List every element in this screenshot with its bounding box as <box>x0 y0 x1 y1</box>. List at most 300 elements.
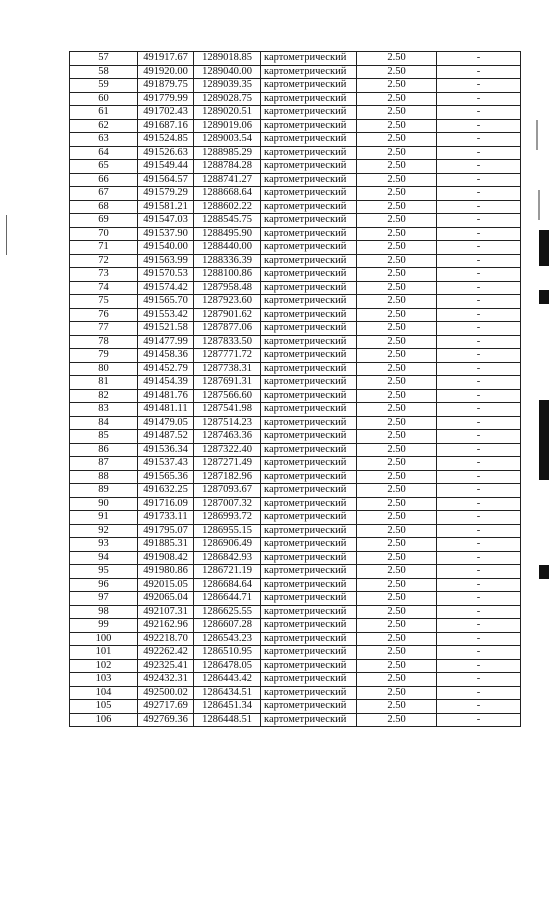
cell-coord-x: 491487.52 <box>138 430 194 444</box>
table-row <box>70 497 521 511</box>
cell-coord-x: 491564.57 <box>138 173 194 187</box>
cell-coord-y: 1288495.90 <box>194 227 261 241</box>
cell-method: картометрический <box>261 254 357 268</box>
cell-description: - <box>437 524 521 538</box>
cell-accuracy: 2.50 <box>357 524 437 538</box>
cell-description: - <box>437 551 521 565</box>
cell-description: - <box>437 173 521 187</box>
cell-coord-x: 491452.79 <box>138 362 194 376</box>
cell-method: картометрический <box>261 700 357 714</box>
table-row <box>70 713 521 727</box>
cell-accuracy: 2.50 <box>357 79 437 93</box>
cell-row-index: 77 <box>70 322 138 336</box>
coordinates-table-body <box>70 52 521 727</box>
cell-method: картометрический <box>261 322 357 336</box>
cell-coord-x: 491702.43 <box>138 106 194 120</box>
cell-row-index: 82 <box>70 389 138 403</box>
cell-coord-x: 491885.31 <box>138 538 194 552</box>
cell-description: - <box>437 713 521 727</box>
cell-coord-x: 491549.44 <box>138 160 194 174</box>
cell-method: картометрический <box>261 160 357 174</box>
cell-description: - <box>437 646 521 660</box>
cell-row-index: 70 <box>70 227 138 241</box>
table-row <box>70 268 521 282</box>
cell-row-index: 85 <box>70 430 138 444</box>
cell-method: картометрический <box>261 416 357 430</box>
cell-description: - <box>437 308 521 322</box>
cell-description: - <box>437 227 521 241</box>
cell-coord-y: 1286684.64 <box>194 578 261 592</box>
cell-accuracy: 2.50 <box>357 349 437 363</box>
cell-coord-y: 1287541.98 <box>194 403 261 417</box>
cell-description: - <box>437 497 521 511</box>
cell-row-index: 81 <box>70 376 138 390</box>
cell-description: - <box>437 295 521 309</box>
cell-coord-x: 491526.63 <box>138 146 194 160</box>
cell-method: картометрический <box>261 470 357 484</box>
table-row <box>70 470 521 484</box>
cell-method: картометрический <box>261 578 357 592</box>
cell-row-index: 83 <box>70 403 138 417</box>
cell-accuracy: 2.50 <box>357 497 437 511</box>
cell-description: - <box>437 686 521 700</box>
cell-method: картометрический <box>261 79 357 93</box>
scan-mark-line <box>538 190 540 220</box>
cell-accuracy: 2.50 <box>357 389 437 403</box>
cell-coord-x: 492717.69 <box>138 700 194 714</box>
cell-row-index: 65 <box>70 160 138 174</box>
cell-row-index: 101 <box>70 646 138 660</box>
cell-coord-x: 491521.58 <box>138 322 194 336</box>
cell-row-index: 67 <box>70 187 138 201</box>
cell-description: - <box>437 335 521 349</box>
cell-row-index: 88 <box>70 470 138 484</box>
cell-coord-y: 1286543.23 <box>194 632 261 646</box>
cell-method: картометрический <box>261 403 357 417</box>
scan-mark-block <box>539 400 549 480</box>
cell-coord-x: 491733.11 <box>138 511 194 525</box>
cell-row-index: 74 <box>70 281 138 295</box>
cell-row-index: 58 <box>70 65 138 79</box>
cell-method: картометрический <box>261 646 357 660</box>
cell-accuracy: 2.50 <box>357 578 437 592</box>
cell-coord-x: 492432.31 <box>138 673 194 687</box>
cell-row-index: 86 <box>70 443 138 457</box>
cell-method: картометрический <box>261 133 357 147</box>
table-row <box>70 673 521 687</box>
cell-method: картометрический <box>261 713 357 727</box>
cell-method: картометрический <box>261 484 357 498</box>
cell-row-index: 100 <box>70 632 138 646</box>
cell-coord-y: 1286448.51 <box>194 713 261 727</box>
cell-row-index: 71 <box>70 241 138 255</box>
table-row <box>70 241 521 255</box>
table-row <box>70 592 521 606</box>
cell-description: - <box>437 538 521 552</box>
table-row <box>70 308 521 322</box>
table-row <box>70 700 521 714</box>
table-row <box>70 389 521 403</box>
cell-coord-x: 491574.42 <box>138 281 194 295</box>
cell-coord-y: 1287923.60 <box>194 295 261 309</box>
cell-method: картометрический <box>261 551 357 565</box>
table-row <box>70 511 521 525</box>
cell-accuracy: 2.50 <box>357 65 437 79</box>
cell-row-index: 98 <box>70 605 138 619</box>
cell-coord-x: 491481.11 <box>138 403 194 417</box>
table-row <box>70 322 521 336</box>
cell-row-index: 97 <box>70 592 138 606</box>
table-row <box>70 551 521 565</box>
cell-coord-x: 492107.31 <box>138 605 194 619</box>
cell-accuracy: 2.50 <box>357 416 437 430</box>
cell-coord-y: 1288985.29 <box>194 146 261 160</box>
table-row <box>70 295 521 309</box>
cell-method: картометрический <box>261 632 357 646</box>
cell-method: картометрический <box>261 146 357 160</box>
cell-description: - <box>437 416 521 430</box>
cell-coord-x: 491920.00 <box>138 65 194 79</box>
table-row <box>70 578 521 592</box>
cell-accuracy: 2.50 <box>357 403 437 417</box>
cell-coord-x: 491458.36 <box>138 349 194 363</box>
cell-accuracy: 2.50 <box>357 430 437 444</box>
cell-method: картометрический <box>261 92 357 106</box>
cell-coord-y: 1287566.60 <box>194 389 261 403</box>
cell-method: картометрический <box>261 214 357 228</box>
cell-method: картометрический <box>261 187 357 201</box>
cell-description: - <box>437 673 521 687</box>
cell-accuracy: 2.50 <box>357 619 437 633</box>
cell-description: - <box>437 443 521 457</box>
cell-accuracy: 2.50 <box>357 241 437 255</box>
cell-coord-y: 1289039.35 <box>194 79 261 93</box>
cell-coord-y: 1289019.06 <box>194 119 261 133</box>
cell-accuracy: 2.50 <box>357 700 437 714</box>
cell-description: - <box>437 119 521 133</box>
cell-coord-y: 1286644.71 <box>194 592 261 606</box>
cell-row-index: 69 <box>70 214 138 228</box>
cell-row-index: 78 <box>70 335 138 349</box>
table-row <box>70 430 521 444</box>
cell-description: - <box>437 65 521 79</box>
cell-description: - <box>437 146 521 160</box>
cell-method: картометрический <box>261 65 357 79</box>
cell-method: картометрический <box>261 295 357 309</box>
cell-coord-y: 1286434.51 <box>194 686 261 700</box>
cell-accuracy: 2.50 <box>357 322 437 336</box>
cell-accuracy: 2.50 <box>357 295 437 309</box>
cell-method: картометрический <box>261 389 357 403</box>
cell-accuracy: 2.50 <box>357 308 437 322</box>
cell-accuracy: 2.50 <box>357 133 437 147</box>
cell-coord-y: 1289028.75 <box>194 92 261 106</box>
cell-coord-x: 491553.42 <box>138 308 194 322</box>
table-row <box>70 605 521 619</box>
cell-row-index: 106 <box>70 713 138 727</box>
table-row <box>70 119 521 133</box>
cell-method: картометрический <box>261 52 357 66</box>
cell-description: - <box>437 160 521 174</box>
cell-description: - <box>437 376 521 390</box>
cell-accuracy: 2.50 <box>357 632 437 646</box>
cell-accuracy: 2.50 <box>357 551 437 565</box>
cell-method: картометрический <box>261 362 357 376</box>
cell-description: - <box>437 565 521 579</box>
cell-method: картометрический <box>261 227 357 241</box>
cell-coord-y: 1287514.23 <box>194 416 261 430</box>
cell-description: - <box>437 268 521 282</box>
cell-description: - <box>437 511 521 525</box>
cell-coord-y: 1287322.40 <box>194 443 261 457</box>
cell-coord-y: 1286842.93 <box>194 551 261 565</box>
cell-row-index: 79 <box>70 349 138 363</box>
cell-row-index: 93 <box>70 538 138 552</box>
table-row <box>70 632 521 646</box>
cell-coord-x: 491579.29 <box>138 187 194 201</box>
cell-row-index: 96 <box>70 578 138 592</box>
cell-method: картометрический <box>261 200 357 214</box>
cell-coord-x: 491908.42 <box>138 551 194 565</box>
cell-description: - <box>437 403 521 417</box>
cell-row-index: 64 <box>70 146 138 160</box>
table-row <box>70 457 521 471</box>
cell-coord-y: 1289018.85 <box>194 52 261 66</box>
cell-row-index: 60 <box>70 92 138 106</box>
cell-accuracy: 2.50 <box>357 52 437 66</box>
cell-accuracy: 2.50 <box>357 187 437 201</box>
cell-description: - <box>437 241 521 255</box>
cell-row-index: 84 <box>70 416 138 430</box>
table-row <box>70 362 521 376</box>
cell-row-index: 102 <box>70 659 138 673</box>
cell-coord-y: 1287833.50 <box>194 335 261 349</box>
cell-coord-y: 1288545.75 <box>194 214 261 228</box>
cell-accuracy: 2.50 <box>357 484 437 498</box>
cell-accuracy: 2.50 <box>357 268 437 282</box>
cell-method: картометрический <box>261 173 357 187</box>
cell-row-index: 91 <box>70 511 138 525</box>
cell-accuracy: 2.50 <box>357 214 437 228</box>
table-row <box>70 443 521 457</box>
table-row <box>70 619 521 633</box>
scan-mark-line <box>6 215 7 255</box>
table-row <box>70 65 521 79</box>
table-row <box>70 686 521 700</box>
cell-coord-x: 491570.53 <box>138 268 194 282</box>
cell-row-index: 92 <box>70 524 138 538</box>
cell-method: картометрический <box>261 605 357 619</box>
cell-coord-x: 491547.03 <box>138 214 194 228</box>
table-row <box>70 281 521 295</box>
cell-method: картометрический <box>261 686 357 700</box>
cell-coord-x: 492015.05 <box>138 578 194 592</box>
cell-description: - <box>437 362 521 376</box>
cell-coord-y: 1288784.28 <box>194 160 261 174</box>
cell-row-index: 104 <box>70 686 138 700</box>
cell-coord-y: 1289040.00 <box>194 65 261 79</box>
cell-coord-x: 491980.86 <box>138 565 194 579</box>
cell-coord-x: 491716.09 <box>138 497 194 511</box>
cell-method: картометрический <box>261 281 357 295</box>
cell-method: картометрический <box>261 268 357 282</box>
cell-accuracy: 2.50 <box>357 173 437 187</box>
cell-method: картометрический <box>261 592 357 606</box>
cell-accuracy: 2.50 <box>357 713 437 727</box>
cell-coord-x: 491537.43 <box>138 457 194 471</box>
cell-row-index: 90 <box>70 497 138 511</box>
cell-coord-x: 491565.70 <box>138 295 194 309</box>
cell-description: - <box>437 619 521 633</box>
cell-accuracy: 2.50 <box>357 335 437 349</box>
cell-coord-x: 492500.02 <box>138 686 194 700</box>
cell-description: - <box>437 200 521 214</box>
cell-accuracy: 2.50 <box>357 686 437 700</box>
cell-row-index: 66 <box>70 173 138 187</box>
cell-row-index: 59 <box>70 79 138 93</box>
table-row <box>70 646 521 660</box>
cell-row-index: 89 <box>70 484 138 498</box>
cell-coord-x: 491454.39 <box>138 376 194 390</box>
table-row <box>70 376 521 390</box>
cell-row-index: 95 <box>70 565 138 579</box>
cell-accuracy: 2.50 <box>357 646 437 660</box>
cell-accuracy: 2.50 <box>357 254 437 268</box>
cell-coord-x: 492325.41 <box>138 659 194 673</box>
table-row <box>70 659 521 673</box>
cell-row-index: 99 <box>70 619 138 633</box>
cell-method: картометрический <box>261 443 357 457</box>
cell-accuracy: 2.50 <box>357 511 437 525</box>
cell-row-index: 73 <box>70 268 138 282</box>
cell-description: - <box>437 214 521 228</box>
cell-accuracy: 2.50 <box>357 160 437 174</box>
cell-accuracy: 2.50 <box>357 592 437 606</box>
cell-method: картометрический <box>261 376 357 390</box>
table-row <box>70 92 521 106</box>
cell-description: - <box>437 430 521 444</box>
cell-accuracy: 2.50 <box>357 146 437 160</box>
cell-coord-y: 1287007.32 <box>194 497 261 511</box>
cell-coord-y: 1288668.64 <box>194 187 261 201</box>
cell-coord-x: 491540.00 <box>138 241 194 255</box>
cell-coord-y: 1287738.31 <box>194 362 261 376</box>
cell-accuracy: 2.50 <box>357 200 437 214</box>
cell-coord-x: 492162.96 <box>138 619 194 633</box>
table-row <box>70 214 521 228</box>
cell-row-index: 80 <box>70 362 138 376</box>
table-row <box>70 173 521 187</box>
scan-mark-block <box>539 230 549 266</box>
cell-method: картометрический <box>261 349 357 363</box>
cell-coord-x: 491481.76 <box>138 389 194 403</box>
table-row <box>70 187 521 201</box>
cell-accuracy: 2.50 <box>357 659 437 673</box>
cell-method: картометрический <box>261 511 357 525</box>
cell-accuracy: 2.50 <box>357 457 437 471</box>
cell-coord-x: 491477.99 <box>138 335 194 349</box>
cell-coord-x: 491563.99 <box>138 254 194 268</box>
cell-description: - <box>437 578 521 592</box>
cell-accuracy: 2.50 <box>357 281 437 295</box>
cell-description: - <box>437 133 521 147</box>
cell-coord-y: 1286451.34 <box>194 700 261 714</box>
cell-method: картометрический <box>261 335 357 349</box>
cell-coord-x: 491795.07 <box>138 524 194 538</box>
cell-coord-y: 1288100.86 <box>194 268 261 282</box>
cell-coord-x: 491779.99 <box>138 92 194 106</box>
cell-method: картометрический <box>261 659 357 673</box>
cell-description: - <box>437 659 521 673</box>
cell-coord-y: 1286443.42 <box>194 673 261 687</box>
table-row <box>70 160 521 174</box>
cell-accuracy: 2.50 <box>357 106 437 120</box>
cell-description: - <box>437 484 521 498</box>
cell-description: - <box>437 632 521 646</box>
cell-coord-y: 1286510.95 <box>194 646 261 660</box>
cell-coord-x: 491536.34 <box>138 443 194 457</box>
table-row <box>70 254 521 268</box>
cell-coord-x: 492769.36 <box>138 713 194 727</box>
cell-row-index: 62 <box>70 119 138 133</box>
table-row <box>70 538 521 552</box>
cell-coord-y: 1288336.39 <box>194 254 261 268</box>
table-row <box>70 79 521 93</box>
cell-description: - <box>437 605 521 619</box>
cell-accuracy: 2.50 <box>357 362 437 376</box>
cell-row-index: 87 <box>70 457 138 471</box>
cell-description: - <box>437 700 521 714</box>
cell-coord-x: 492065.04 <box>138 592 194 606</box>
cell-coord-y: 1287958.48 <box>194 281 261 295</box>
cell-coord-x: 492218.70 <box>138 632 194 646</box>
cell-accuracy: 2.50 <box>357 538 437 552</box>
cell-coord-x: 491879.75 <box>138 79 194 93</box>
cell-coord-y: 1286955.15 <box>194 524 261 538</box>
cell-coord-y: 1287182.96 <box>194 470 261 484</box>
cell-accuracy: 2.50 <box>357 119 437 133</box>
cell-description: - <box>437 52 521 66</box>
cell-coord-x: 491687.16 <box>138 119 194 133</box>
cell-coord-y: 1289020.51 <box>194 106 261 120</box>
scan-mark-block <box>539 290 549 304</box>
table-row <box>70 200 521 214</box>
cell-description: - <box>437 187 521 201</box>
table-row <box>70 403 521 417</box>
coordinates-table <box>69 51 521 727</box>
table-row <box>70 146 521 160</box>
cell-method: картометрический <box>261 308 357 322</box>
cell-row-index: 61 <box>70 106 138 120</box>
cell-coord-y: 1287271.49 <box>194 457 261 471</box>
cell-row-index: 57 <box>70 52 138 66</box>
cell-coord-x: 491537.90 <box>138 227 194 241</box>
cell-coord-x: 492262.42 <box>138 646 194 660</box>
table-row <box>70 227 521 241</box>
cell-method: картометрический <box>261 119 357 133</box>
cell-accuracy: 2.50 <box>357 673 437 687</box>
table-row <box>70 52 521 66</box>
cell-description: - <box>437 349 521 363</box>
cell-accuracy: 2.50 <box>357 376 437 390</box>
cell-description: - <box>437 322 521 336</box>
cell-method: картометрический <box>261 457 357 471</box>
table-row <box>70 335 521 349</box>
cell-coord-x: 491917.67 <box>138 52 194 66</box>
cell-row-index: 105 <box>70 700 138 714</box>
cell-coord-x: 491581.21 <box>138 200 194 214</box>
cell-row-index: 94 <box>70 551 138 565</box>
